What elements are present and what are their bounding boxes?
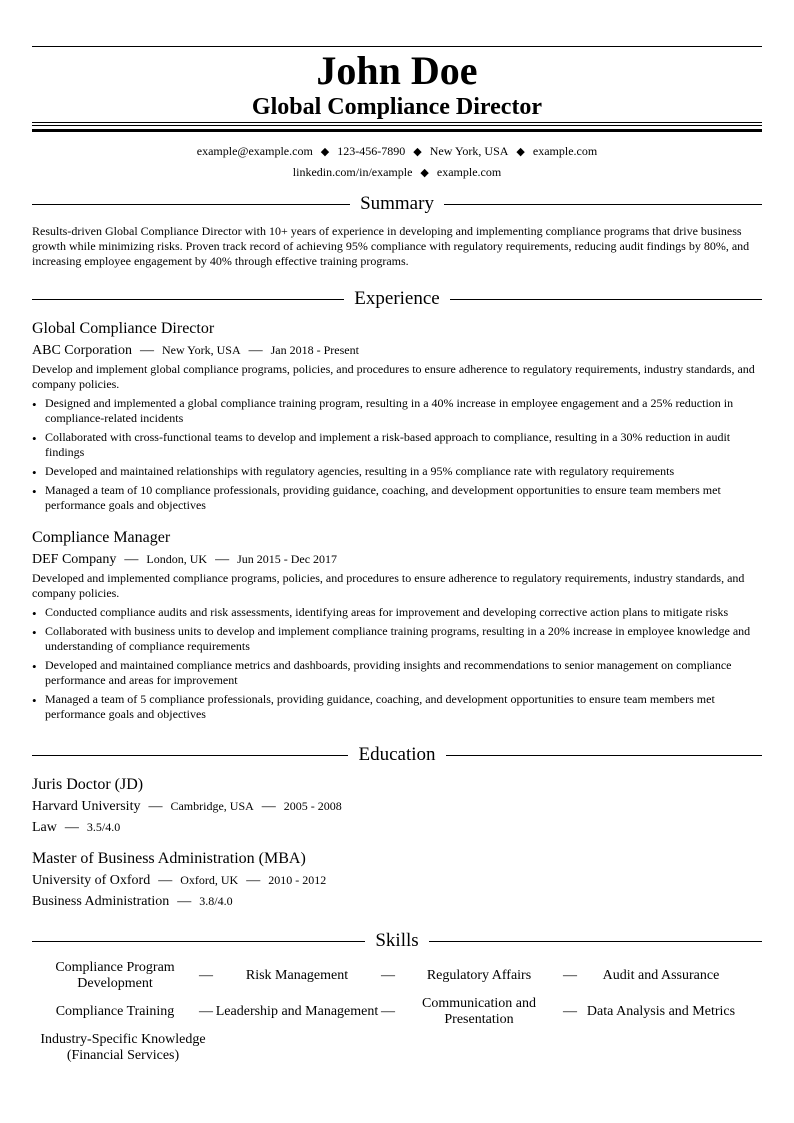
company: ABC Corporation bbox=[32, 343, 132, 358]
job-title: Global Compliance Director bbox=[32, 320, 215, 337]
header-divider bbox=[32, 129, 762, 132]
skills-row bbox=[32, 1032, 762, 1064]
website-link[interactable]: example.com bbox=[436, 165, 502, 179]
education-meta: University of Oxford — Oxford, UK — 2010 - 2012 bbox=[32, 873, 327, 888]
website-link[interactable]: example.com bbox=[532, 144, 598, 158]
skill-item: Compliance Training bbox=[55, 1004, 175, 1019]
gpa: 3.5/4.0 bbox=[86, 820, 121, 834]
education-heading: Education bbox=[32, 743, 762, 767]
job-bullets bbox=[32, 396, 762, 513]
diamond-separator-icon: ◆ bbox=[320, 146, 330, 158]
summary-heading: Summary bbox=[32, 192, 762, 216]
diamond-separator-icon: ◆ bbox=[516, 146, 525, 158]
education-dates: 2005 - 2008 bbox=[283, 799, 342, 813]
job-dates: Jan 2018 - Present bbox=[270, 343, 359, 357]
job-location: London, UK bbox=[146, 552, 208, 566]
job-meta: DEF Company — London, UK — Jun 2015 - Dec 2017 bbox=[32, 552, 338, 567]
job-meta: ABC Corporation — New York, USA — Jan 2018 - Present bbox=[32, 343, 359, 358]
school-location: Cambridge, USA bbox=[170, 799, 254, 813]
top-divider bbox=[32, 46, 762, 47]
contact-line-1 bbox=[32, 143, 762, 160]
gpa: 3.8/4.0 bbox=[199, 894, 233, 908]
list-item: • Managed a team of 10 compliance professionals, providing guidance, coaching, and development opportunities to ensure team members met performance goals and objectives bbox=[32, 483, 762, 513]
list-item: • Developed and maintained compliance metrics and dashboards, providing insights and recommendations to senior management on compliance performance and areas for improvement bbox=[32, 658, 762, 688]
location: New York, USA bbox=[429, 144, 509, 158]
job-title: Compliance Manager bbox=[32, 529, 171, 546]
education-field: Business Administration — 3.8/4.0 bbox=[32, 894, 233, 909]
degree: Juris Doctor (JD) bbox=[32, 776, 144, 793]
skill-item: Communication and Presentation bbox=[422, 996, 536, 1027]
skill-item: Industry-Specific Knowledge (Financial Services) bbox=[40, 1032, 206, 1063]
skill-item: Leadership and Management bbox=[215, 1004, 379, 1019]
list-item: • Collaborated with cross-functional teams to develop and implement a risk-based approach to compliance, resulting in a 30% reduction in audit findings bbox=[32, 430, 762, 460]
education-meta: Harvard University — Cambridge, USA — 2005 - 2008 bbox=[32, 799, 342, 814]
education-entry bbox=[32, 775, 762, 837]
skills-heading: Skills bbox=[32, 929, 762, 953]
school-location: Oxford, UK bbox=[180, 873, 239, 887]
skill-item: Audit and Assurance bbox=[602, 968, 720, 983]
header-divider bbox=[32, 122, 762, 123]
company: DEF Company bbox=[32, 552, 117, 567]
candidate-title: Global Compliance Director bbox=[251, 94, 543, 120]
skills-row: Compliance Training — Leadership and Management — Communication and Presentation — Data Analysis and Metrics bbox=[32, 996, 762, 1028]
education-entry bbox=[32, 849, 762, 911]
field-of-study: Law bbox=[32, 820, 57, 835]
job-description: Developed and implemented compliance programs, policies, and procedures to ensure adherence to regulatory requirements, industry standards, and company policies. bbox=[32, 571, 745, 600]
school: University of Oxford bbox=[32, 873, 151, 888]
skill-item: Data Analysis and Metrics bbox=[586, 1004, 736, 1019]
diamond-separator-icon: ◆ bbox=[420, 167, 429, 179]
candidate-name: John Doe bbox=[316, 48, 478, 93]
contact-line-2 bbox=[32, 164, 762, 181]
list-item: • Collaborated with business units to develop and implement compliance training programs, resulting in a 20% increase in employee knowledge and understanding of compliance requirements bbox=[32, 624, 762, 654]
school: Harvard University bbox=[32, 799, 141, 814]
list-item: • Conducted compliance audits and risk assessments, identifying areas for improvement and developing corrective action plans to mitigate risks bbox=[32, 605, 762, 620]
skill-item: Regulatory Affairs bbox=[426, 968, 532, 983]
education-dates: 2010 - 2012 bbox=[268, 873, 327, 887]
experience-entry bbox=[32, 319, 762, 517]
list-item: • Developed and maintained relationships with regulatory agencies, resulting in a 95% compliance rate with regulatory requirements bbox=[32, 464, 762, 479]
skills-grid bbox=[32, 960, 762, 1068]
summary-text: Results-driven Global Compliance Director with 10+ years of experience in developing and implementing compliance programs that drive business growth while minimizing risks. Proven track record of achieving 95% compliance with regulatory requirements, reducing audit findings by 80%, and increasing employee engagement by 40% through effective training programs. bbox=[32, 224, 750, 268]
field-of-study: Business Administration bbox=[32, 894, 170, 909]
skill-item: Risk Management bbox=[245, 968, 349, 983]
job-description: Develop and implement global compliance programs, policies, and procedures to ensure adherence to regulatory requirements, industry standards, and company policies. bbox=[32, 362, 755, 391]
job-dates: Jun 2015 - Dec 2017 bbox=[237, 552, 338, 566]
list-item: • Designed and implemented a global compliance training program, resulting in a 40% increase in employee engagement and a 25% reduction in compliance-related incidents bbox=[32, 396, 762, 426]
diamond-separator-icon: ◆ bbox=[413, 146, 422, 158]
phone-number[interactable]: 123-456-7890 bbox=[337, 144, 406, 158]
linkedin-link[interactable]: linkedin.com/in/example bbox=[292, 165, 413, 179]
education-field: Law — 3.5/4.0 bbox=[32, 820, 121, 835]
job-bullets bbox=[32, 605, 762, 722]
experience-heading: Experience bbox=[32, 287, 762, 311]
skill-item: Compliance Program Development bbox=[55, 960, 175, 991]
skills-row: Compliance Program Development — Risk Management — Regulatory Affairs — Audit and Assurance bbox=[32, 960, 762, 992]
job-location: New York, USA bbox=[161, 343, 241, 357]
list-item: • Managed a team of 5 compliance professionals, providing guidance, coaching, and development opportunities to ensure team members met performance goals and objectives bbox=[32, 692, 762, 722]
degree: Master of Business Administration (MBA) bbox=[32, 850, 306, 867]
email-link[interactable]: example@example.com bbox=[196, 144, 313, 158]
experience-entry bbox=[32, 528, 762, 726]
header-divider bbox=[32, 125, 762, 126]
